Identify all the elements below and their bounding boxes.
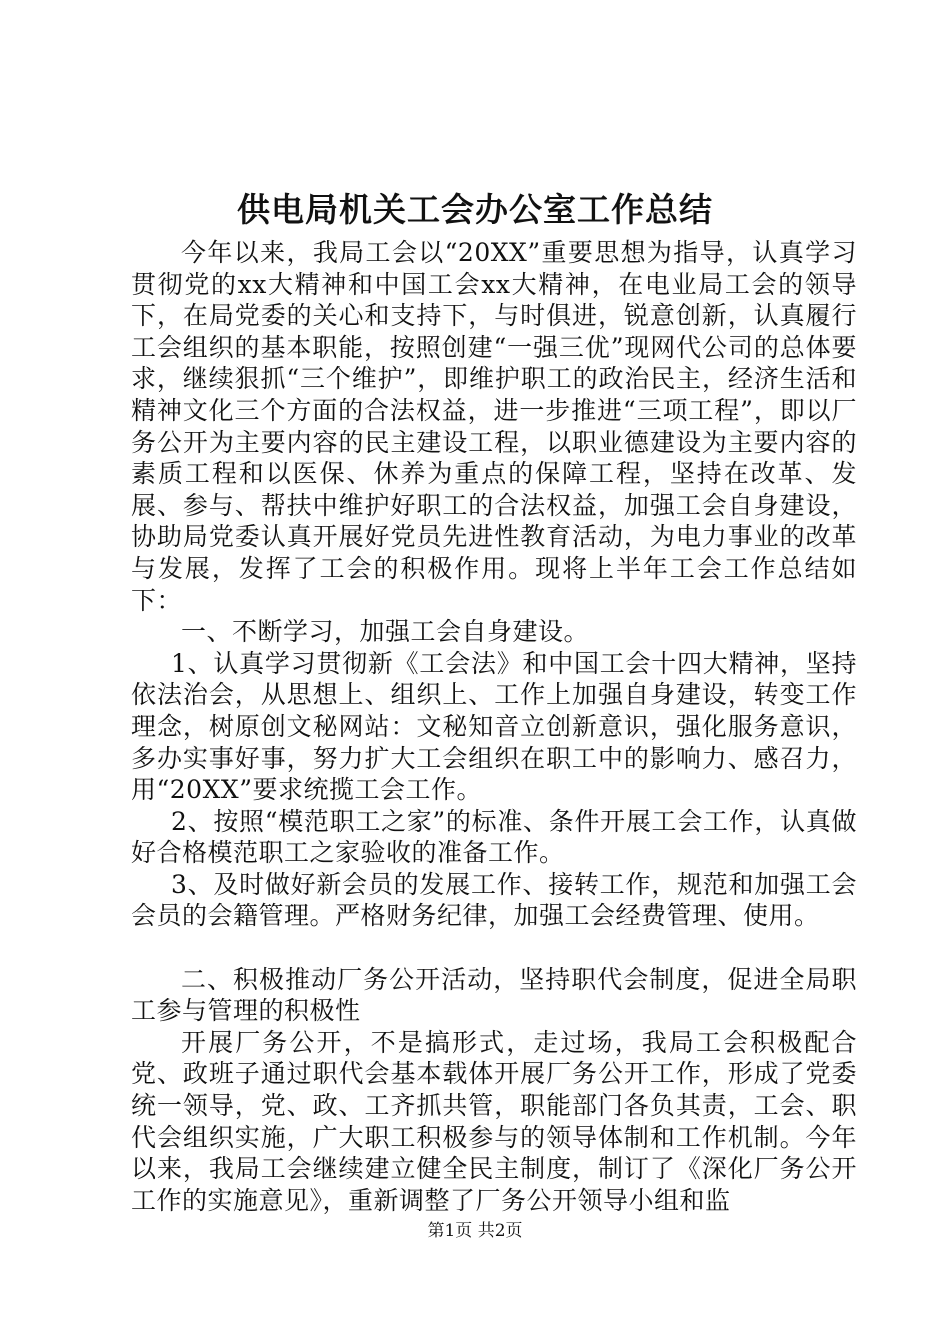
section-heading-1: 一、不断学习，加强工会自身建设。 (181, 617, 590, 647)
paragraph-section-2: 开展厂务公开，不是搞形式，走过场，我局工会积极配合党、政班子通过职代会基本载体开展厂务公开工作，形成了党委统一领导，党、政、工齐抓共管，职能部门各负其责，工会、职代会组织实施，广大职工积极参与的领导体制和工作机制。今年以来，我局工会继续建立健全民主制度，制订了《深化厂务公开工作的实施意见》，重新调整了厂务公开领导小组和监 (131, 1027, 857, 1215)
paragraph-item-3: 3、及时做好新会员的发展工作、接转工作，规范和加强工会会员的会籍管理。严格财务纪律，加强工会经费管理、使用。 (131, 869, 857, 931)
paragraph-gap (131, 932, 857, 964)
paragraph-item-2: 2、按照“模范职工之家”的标准、条件开展工会工作，认真做好合格模范职工之家验收的准备工作。 (131, 806, 857, 868)
page-footer: 第1页 共2页 (427, 1221, 523, 1241)
paragraph-intro: 今年以来，我局工会以“20XX”重要思想为指导，认真学习贯彻党的xx大精神和中国工会xx大精神，在电业局工会的领导下，在局党委的关心和支持下，与时俱进，锐意创新，认真履行工会组织的基本职能，按照创建“一强三优”现网代公司的总体要求，继续狠抓“三个维护”，即维护职工的政治民主，经济生活和精神文化三个方面的合法权益，进一步推进“三项工程”，即以厂务公开为主要内容的民主建设工程，以职业德建设为主要内容的素质工程和以医保、休养为重点的保障工程，坚持在改革、发展、参与、帮扶中维护好职工的合法权益，加强工会自身建设，协助局党委认真开展好党员先进性教育活动，为电力事业的改革与发展，发挥了工会的积极作用。现将上半年工会工作总结如下： (131, 238, 857, 615)
paragraph-item-1: 1、认真学习贯彻新《工会法》和中国工会十四大精神，坚持依法治会，从思想上、组织上、工作上加强自身建设，转变工作理念，树原创文秘网站：文秘知音立创新意识，强化服务意识，多办实事好事，努力扩大工会组织在职工中的影响力、感召力，用“20XX”要求统揽工会工作。 (131, 648, 857, 805)
document-body (131, 237, 857, 1216)
section-heading-2: 二、积极推动厂务公开活动，坚持职代会制度，促进全局职工参与管理的积极性 (131, 964, 857, 1026)
document-title: 供电局机关工会办公室工作总结 (237, 190, 713, 229)
